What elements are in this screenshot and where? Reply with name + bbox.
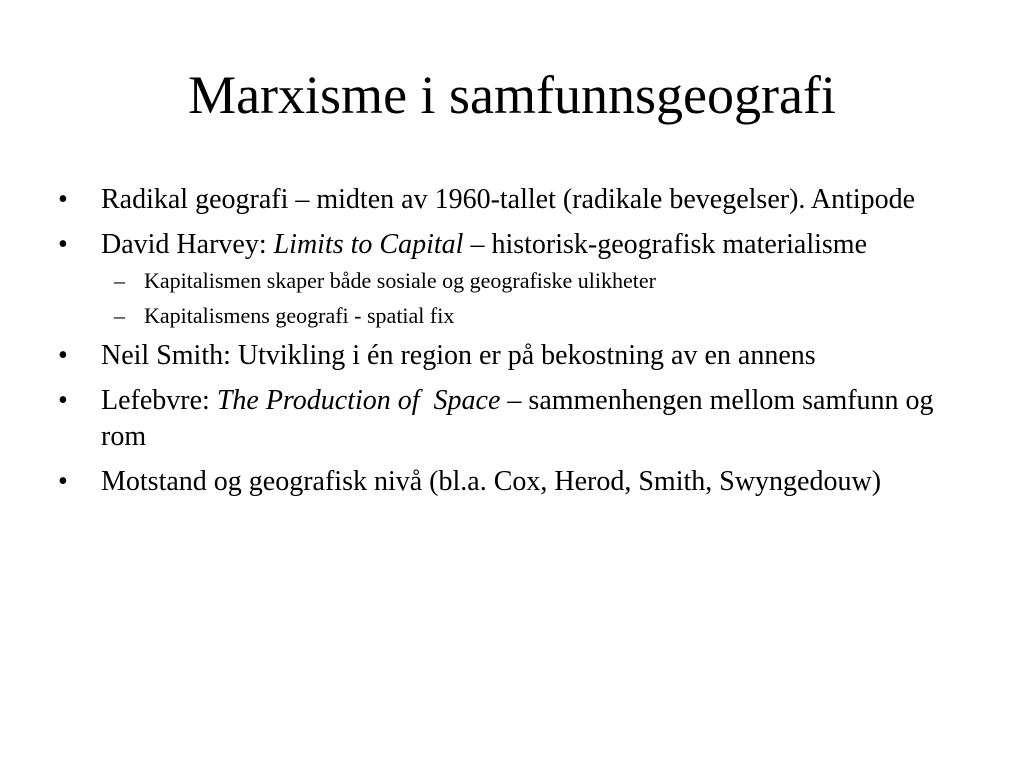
bullet-list (58, 182, 958, 509)
bullet-item-radikal-geografi (58, 182, 958, 218)
bullet-text: Radikal geografi – midten av 1960-tallet (radikale bevegelser). Antipode (101, 184, 916, 215)
bullet-text: Motstand og geografisk nivå (bl.a. Cox, Herod, Smith, Swyngedouw) (101, 466, 882, 497)
bullet-item-lefebvre (58, 383, 958, 455)
sub-bullet-text: Kapitalismen skaper både sosiale og geografiske ulikheter (144, 268, 656, 293)
slide-title: Marxisme i samfunnsgeografi (188, 65, 836, 125)
sub-bullet-spatial-fix (58, 301, 958, 331)
sub-bullet-kapitalismen (58, 266, 958, 296)
bullet-text: Lefebvre: (101, 385, 217, 416)
sub-bullet-text: Kapitalismens geografi - spatial fix (144, 303, 455, 328)
dash-icon: – (114, 303, 125, 328)
bullet-item-neil-smith (58, 338, 958, 374)
bullet-icon: • (58, 340, 68, 371)
book-title: The Production of Space (216, 385, 501, 416)
bullet-text: – sammenhengen mellom samfunn og rom (101, 385, 934, 452)
bullet-text: David Harvey: (101, 229, 274, 260)
bullet-text: Neil Smith: Utvikling i én region er på bekostning av en annens (101, 340, 816, 371)
bullet-item-david-harvey (58, 227, 958, 263)
bullet-icon: • (58, 184, 68, 215)
book-title: Limits to Capital (273, 229, 464, 260)
bullet-icon: • (58, 466, 68, 497)
bullet-icon: • (58, 385, 68, 416)
dash-icon: – (114, 268, 125, 293)
bullet-icon: • (58, 229, 68, 260)
bullet-item-motstand (58, 464, 958, 500)
bullet-text: – historisk-geografisk materialisme (463, 229, 868, 260)
